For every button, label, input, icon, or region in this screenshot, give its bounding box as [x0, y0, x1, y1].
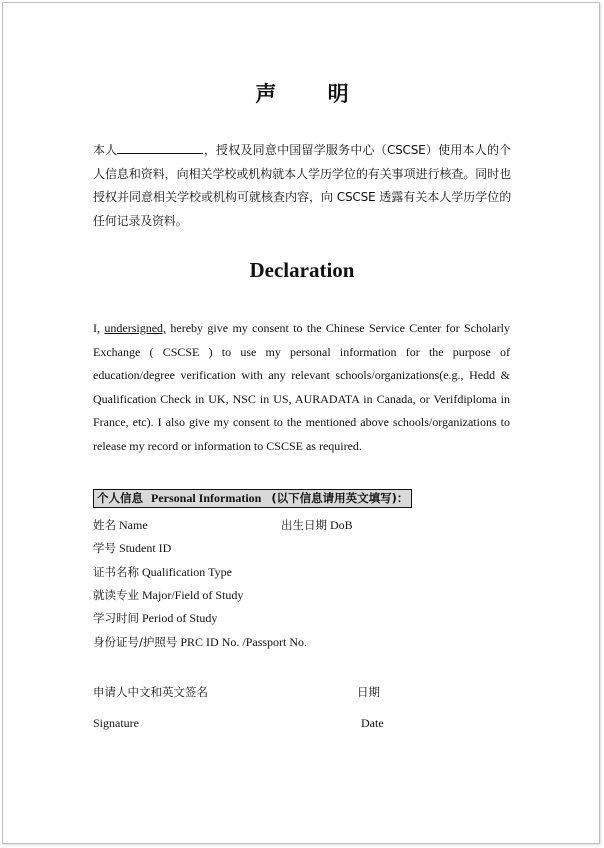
date-label-cn-text: 日期: [357, 685, 380, 699]
name-blank-line[interactable]: [117, 141, 203, 154]
field-student-id-en: Student ID: [119, 541, 172, 555]
section-header-note: (以下信息请用英文填写)：: [271, 491, 409, 505]
field-qualification-en: Qualification Type: [142, 565, 232, 579]
field-qualification: [93, 564, 232, 580]
field-id-number-en: PRC ID No. /Passport No.: [180, 635, 308, 649]
field-dob-en: DoB: [330, 518, 353, 532]
personal-information-header: [93, 489, 412, 508]
chinese-declaration-paragraph: [93, 139, 511, 233]
field-major: [93, 587, 243, 603]
signature-label-en: Signature: [93, 716, 139, 730]
field-period-en: Period of Study: [142, 611, 218, 625]
field-major-cn: 就读专业: [93, 588, 139, 602]
section-header-cn: 个人信息: [97, 491, 143, 505]
chinese-paragraph-text: ，授权及同意中国留学服务中心（CSCSE）使用本人的个人信息和资料，向相关学校或机构就本人学历学位的有关事项进行核查。同时也授权并同意相关学校或机构可就核查内容，向 CSCSE 透露有关本人学历学位的任何记录及资料。: [93, 143, 511, 228]
signature-label-cn: [93, 684, 208, 700]
chinese-paragraph-prefix: 本人: [93, 143, 118, 157]
field-id-number: [93, 634, 307, 650]
signature-label-cn-text: 申请人中文和英文签名: [93, 685, 208, 699]
field-dob-cn: 出生日期: [281, 518, 327, 532]
english-paragraph-text: hereby give my consent to the Chinese Service Center for Scholarly Exchange ( CSCSE ) to use my personal information for the purpose of education/degree verification with any relevant schools/organizations(e.g., Hedd & Qualification Check in UK, NSC in US, AURADATA in Canada, or Verifdiploma in France, etc). I also give my consent to the mentioned above schools/organizations to release my record or information to CSCSE as required.: [93, 321, 511, 453]
field-qualification-cn: 证书名称: [93, 565, 139, 579]
english-paragraph-prefix: I,: [93, 321, 105, 335]
english-title: Declaration: [249, 258, 355, 282]
field-student-id-cn: 学号: [93, 541, 116, 555]
field-period-cn: 学习时间: [93, 611, 139, 625]
english-paragraph-underlined: undersigned,: [104, 321, 167, 335]
date-label-en: Date: [361, 716, 384, 730]
field-major-en: Major/Field of Study: [142, 588, 244, 602]
date-label-cn: [357, 684, 380, 700]
field-period: [93, 610, 217, 626]
field-name: [93, 517, 148, 533]
field-id-number-cn: 身份证号/护照号: [93, 635, 178, 649]
english-declaration-paragraph: [93, 317, 510, 459]
field-name-cn: 姓名: [93, 518, 116, 532]
field-dob: [281, 517, 353, 533]
field-name-en: Name: [119, 518, 148, 532]
section-header-en: Personal Information: [151, 491, 262, 505]
chinese-title: 声 明: [255, 81, 371, 106]
field-student-id: [93, 540, 171, 556]
